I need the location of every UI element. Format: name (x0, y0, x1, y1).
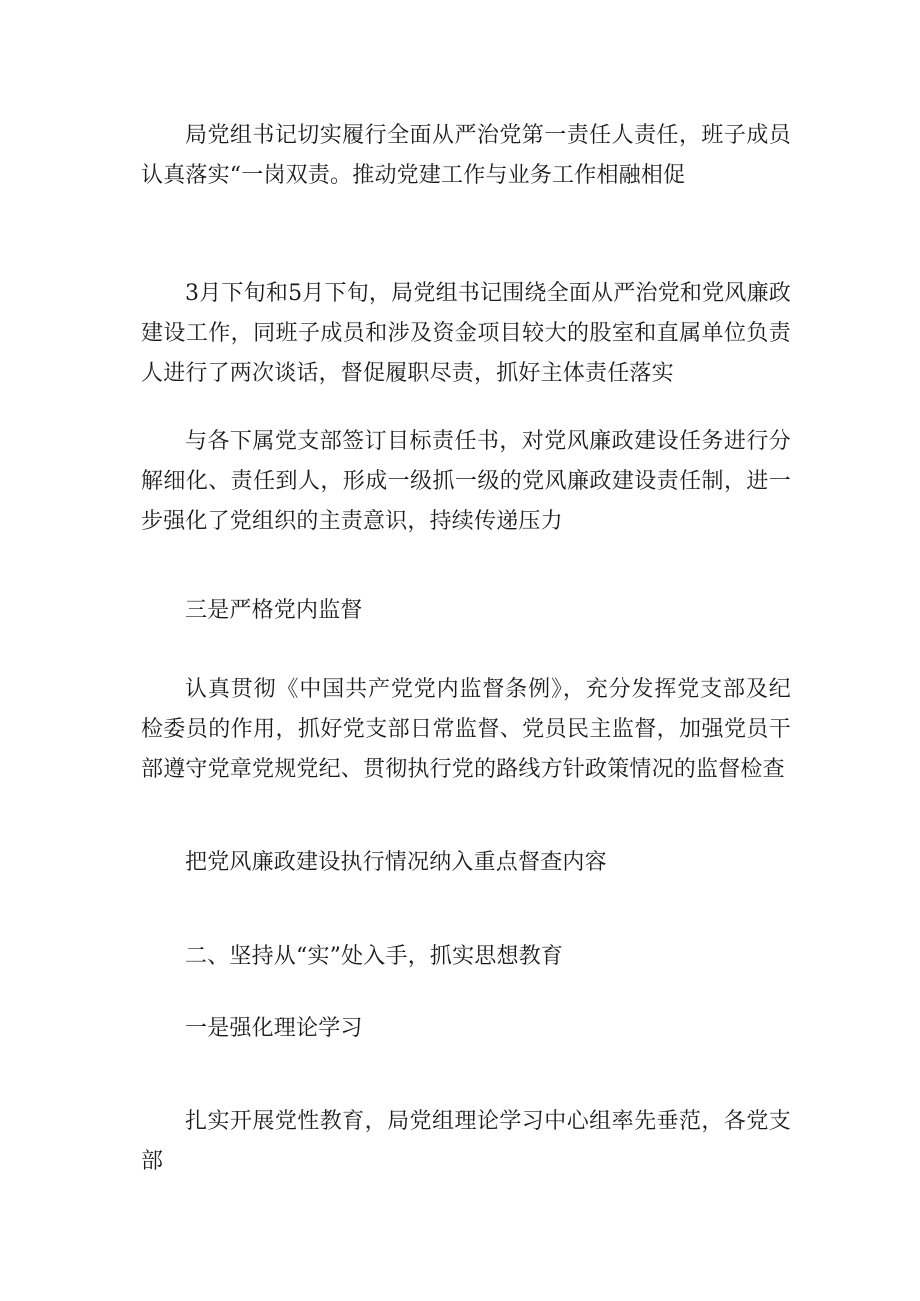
paragraph-talks: 3月下旬和5月下旬，局党组书记围绕全面从严治党和党风廉政建设工作，同班子成员和涉及资金项目较大的股室和直属单位负责人进行了两次谈话，督促履职尽责，抓好主体责任落实 (141, 281, 791, 386)
paragraph-secretary-responsibility: 局党组书记切实履行全面从严治党第一责任人责任，班子成员认真落实“一岗双责。推动党建工作与业务工作相融相促 (141, 123, 791, 188)
paragraph-inspection-content: 把党风廉政建设执行情况纳入重点督查内容 (185, 850, 607, 875)
heading-ideological-education: 二、坚持从“实”处入手，抓实思想教育 (185, 944, 564, 969)
paragraph-party-education: 扎实开展党性教育，局党组理论学习中心组率先垂范，各党支部 (141, 1109, 791, 1174)
heading-theory-study: 一是强化理论学习 (185, 1016, 363, 1041)
heading-internal-supervision: 三是严格党内监督 (185, 598, 363, 623)
paragraph-supervision-regulations: 认真贯彻《中国共产党党内监督条例》，充分发挥党支部及纪检委员的作用，抓好党支部日常监督、党员民主监督，加强党员干部遵守党章党规党纪、贯彻执行党的路线方针政策情况的监督检查 (141, 677, 791, 782)
paragraph-responsibility-letter: 与各下属党支部签订目标责任书，对党风廉政建设任务进行分解细化、责任到人，形成一级抓一级的党风廉政建设责任制，进一步强化了党组织的主责意识，持续传递压力 (141, 429, 791, 534)
